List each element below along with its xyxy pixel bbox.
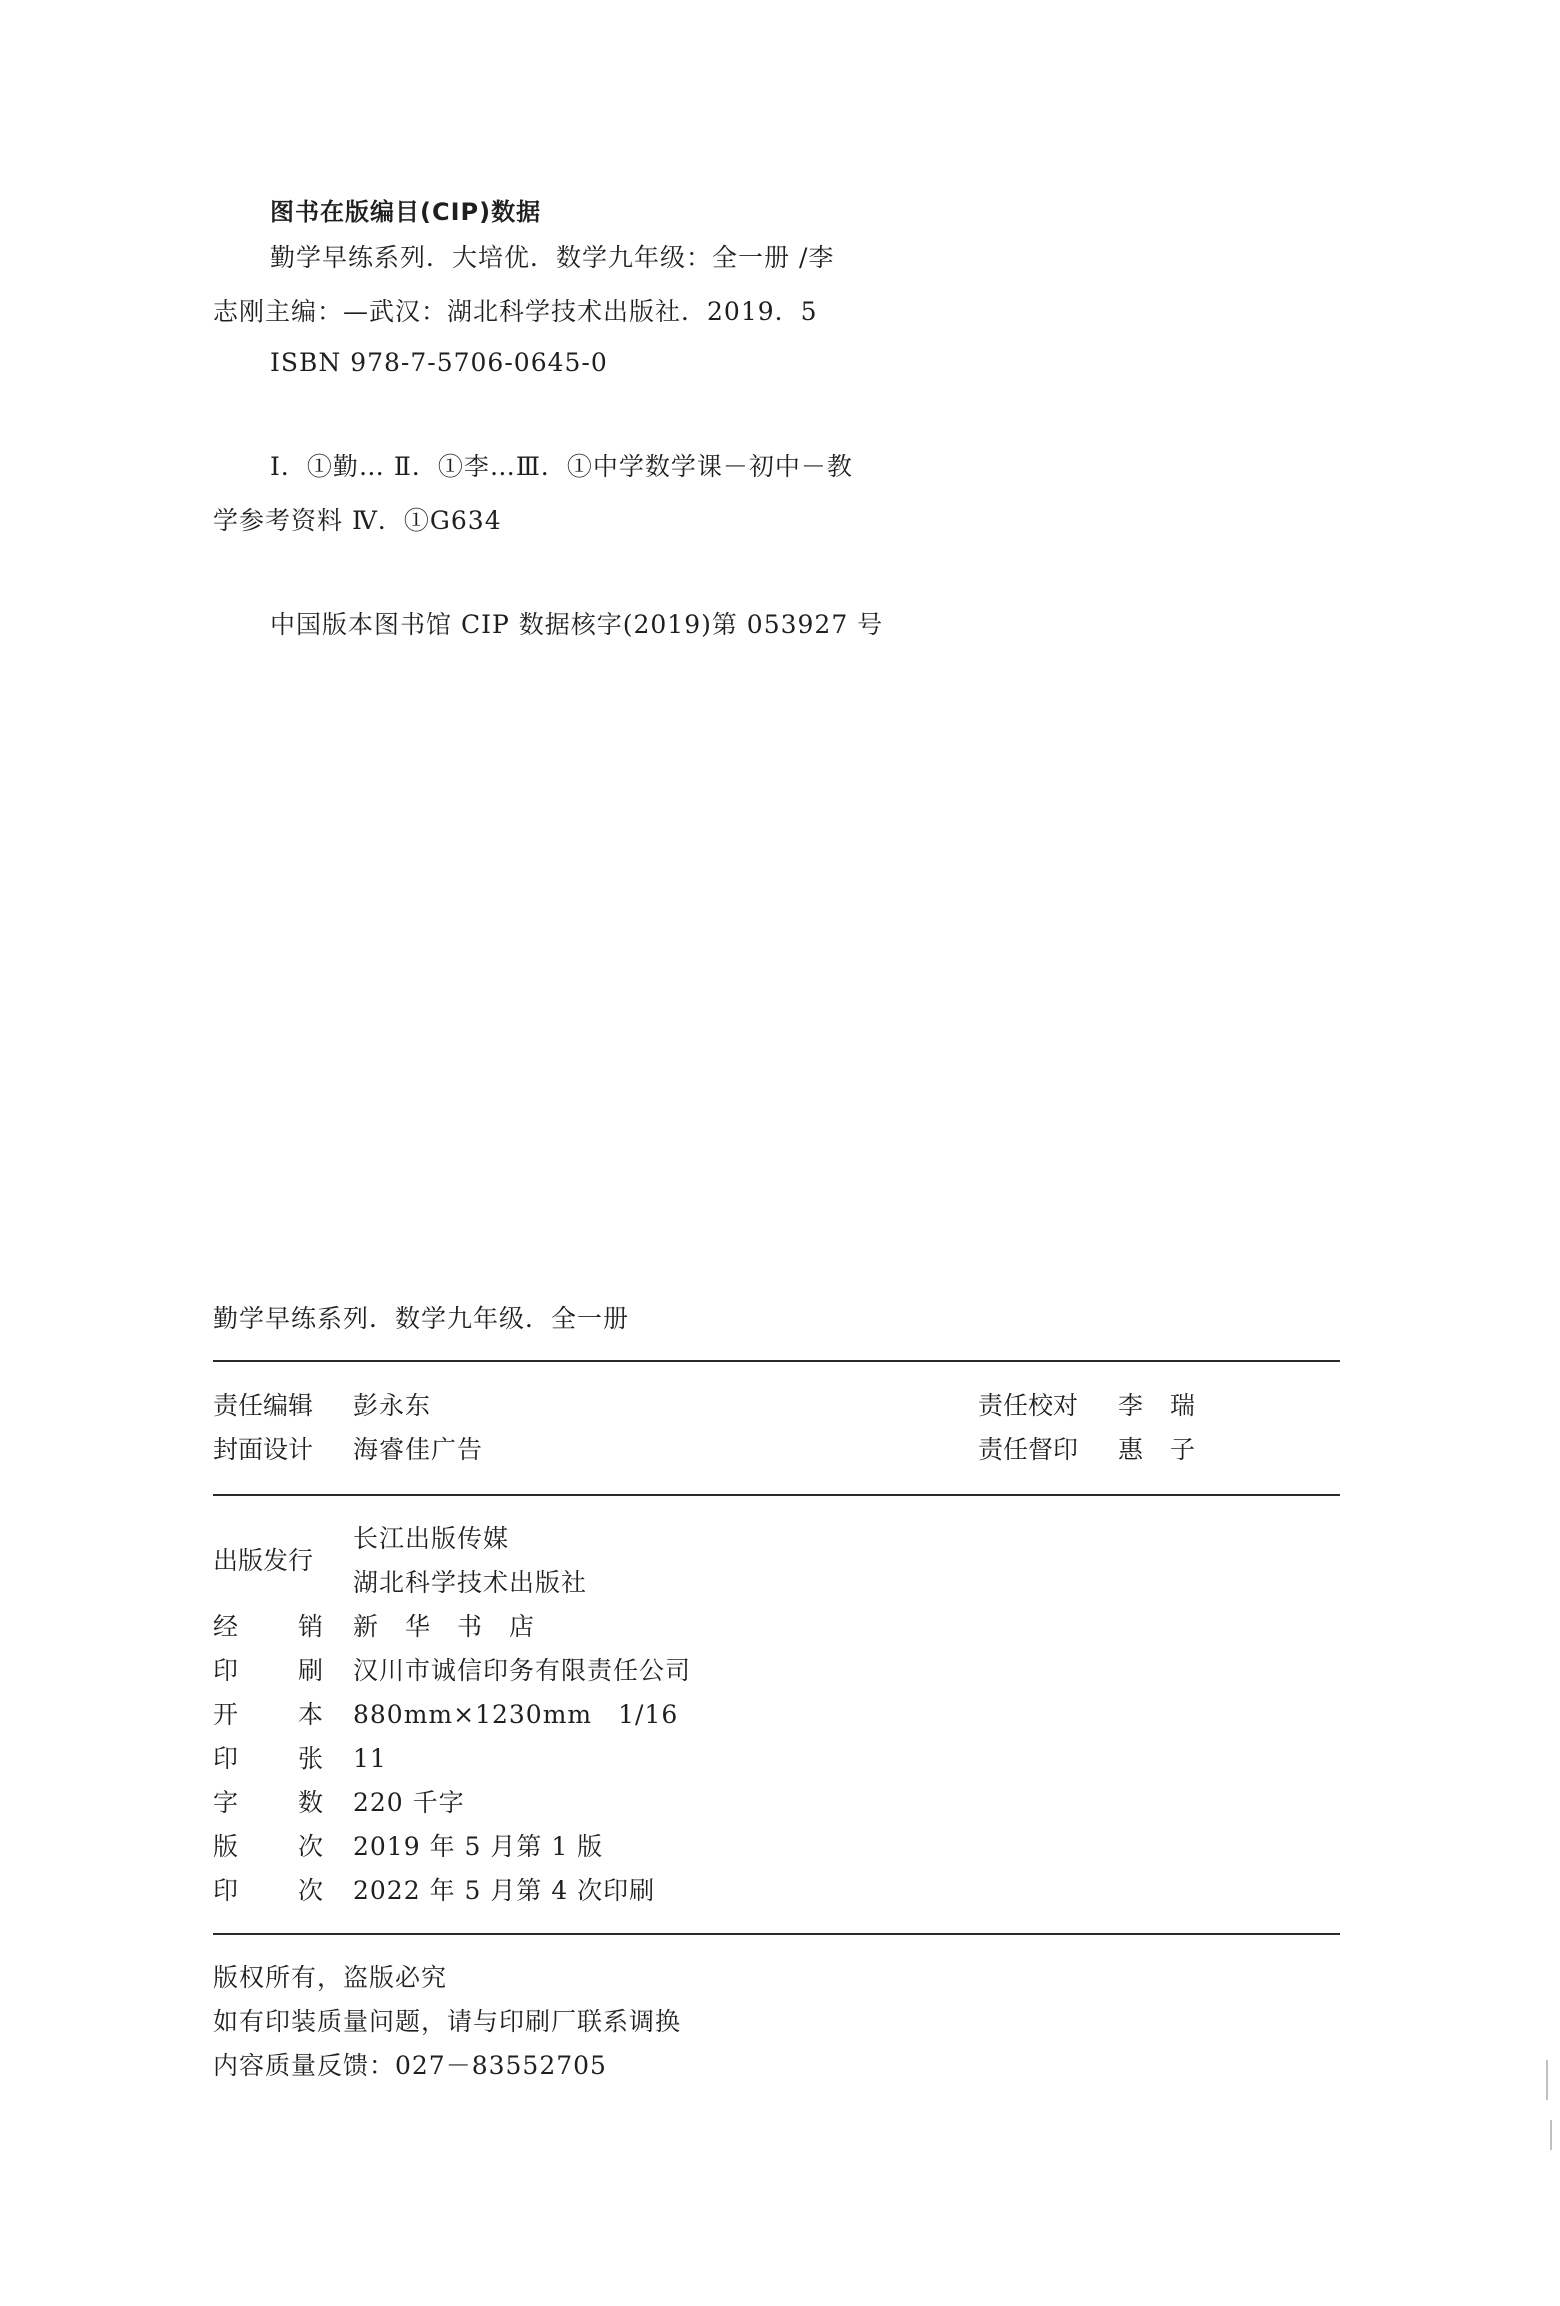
print-supervisor-label: 责任督印 bbox=[978, 1435, 1079, 1464]
publisher-line-1: 长江出版传媒 bbox=[353, 1524, 510, 1553]
editor-label: 责任编辑 bbox=[213, 1391, 314, 1420]
divider-top bbox=[213, 1360, 1340, 1362]
label-char: 印 bbox=[213, 1744, 239, 1773]
label-char: 次 bbox=[297, 1832, 323, 1861]
cip-line-2: 志刚主编：—武汉：湖北科学技术出版社．2019．5 bbox=[213, 297, 818, 326]
cip-isbn: ISBN 978-7-5706-0645-0 bbox=[270, 348, 608, 377]
label-char: 经 bbox=[213, 1612, 239, 1641]
feedback-phone: 内容质量反馈：027－83552705 bbox=[213, 2051, 607, 2080]
print-supervisor-value: 惠 子 bbox=[1118, 1435, 1197, 1464]
copyright-notice: 版权所有，盗版必究 bbox=[213, 1963, 448, 1992]
printer-value: 汉川市诚信印务有限责任公司 bbox=[353, 1656, 692, 1685]
label-char: 次 bbox=[297, 1876, 323, 1905]
printer-label bbox=[213, 1658, 323, 1683]
edition-value: 2019 年 5 月第 1 版 bbox=[353, 1832, 604, 1861]
publisher-line-2: 湖北科学技术出版社 bbox=[353, 1568, 588, 1597]
word-count-value: 220 千字 bbox=[353, 1788, 465, 1817]
label-char: 数 bbox=[297, 1788, 323, 1817]
book-title: 勤学早练系列．数学九年级．全一册 bbox=[213, 1304, 630, 1333]
format-value: 880mm×1230mm 1/16 bbox=[353, 1700, 679, 1729]
format-label bbox=[213, 1702, 323, 1727]
label-char: 印 bbox=[213, 1656, 239, 1685]
cip-title: 图书在版编目(CIP)数据 bbox=[270, 198, 542, 226]
distributor-value: 新 华 书 店 bbox=[353, 1612, 536, 1641]
label-char: 开 bbox=[213, 1700, 239, 1729]
printing-label bbox=[213, 1878, 323, 1903]
cip-classification-1: Ⅰ．①勤… Ⅱ．①李…Ⅲ．①中学数学课－初中－教 bbox=[270, 452, 853, 481]
edition-label bbox=[213, 1834, 323, 1859]
label-char: 张 bbox=[297, 1744, 323, 1773]
divider-bottom bbox=[213, 1933, 1340, 1935]
cip-record-number: 中国版本图书馆 CIP 数据核字(2019)第 053927 号 bbox=[270, 610, 884, 639]
cip-classification-2: 学参考资料 Ⅳ．①G634 bbox=[213, 506, 502, 535]
distributor-label bbox=[213, 1614, 323, 1639]
label-char: 印 bbox=[213, 1876, 239, 1905]
divider-middle bbox=[213, 1494, 1340, 1496]
sheets-label bbox=[213, 1746, 323, 1771]
label-char: 本 bbox=[297, 1700, 323, 1729]
proofreader-label: 责任校对 bbox=[978, 1391, 1079, 1420]
scan-artifact bbox=[1546, 2060, 1548, 2100]
label-char: 刷 bbox=[297, 1656, 323, 1685]
cover-design-label: 封面设计 bbox=[213, 1435, 314, 1464]
word-count-label bbox=[213, 1790, 323, 1815]
cip-line-1: 勤学早练系列．大培优．数学九年级：全一册 /李 bbox=[270, 243, 835, 272]
exchange-notice: 如有印装质量问题，请与印刷厂联系调换 bbox=[213, 2007, 682, 2036]
scan-artifact bbox=[1550, 2120, 1552, 2150]
publisher-label: 出版发行 bbox=[213, 1546, 314, 1575]
label-char: 销 bbox=[297, 1612, 323, 1641]
sheets-value: 11 bbox=[353, 1744, 387, 1773]
printing-value: 2022 年 5 月第 4 次印刷 bbox=[353, 1876, 656, 1905]
cover-design-value: 海睿佳广告 bbox=[353, 1435, 484, 1464]
editor-value: 彭永东 bbox=[353, 1391, 432, 1420]
proofreader-value: 李 瑞 bbox=[1118, 1391, 1197, 1420]
label-char: 字 bbox=[213, 1788, 239, 1817]
label-char: 版 bbox=[213, 1832, 239, 1861]
